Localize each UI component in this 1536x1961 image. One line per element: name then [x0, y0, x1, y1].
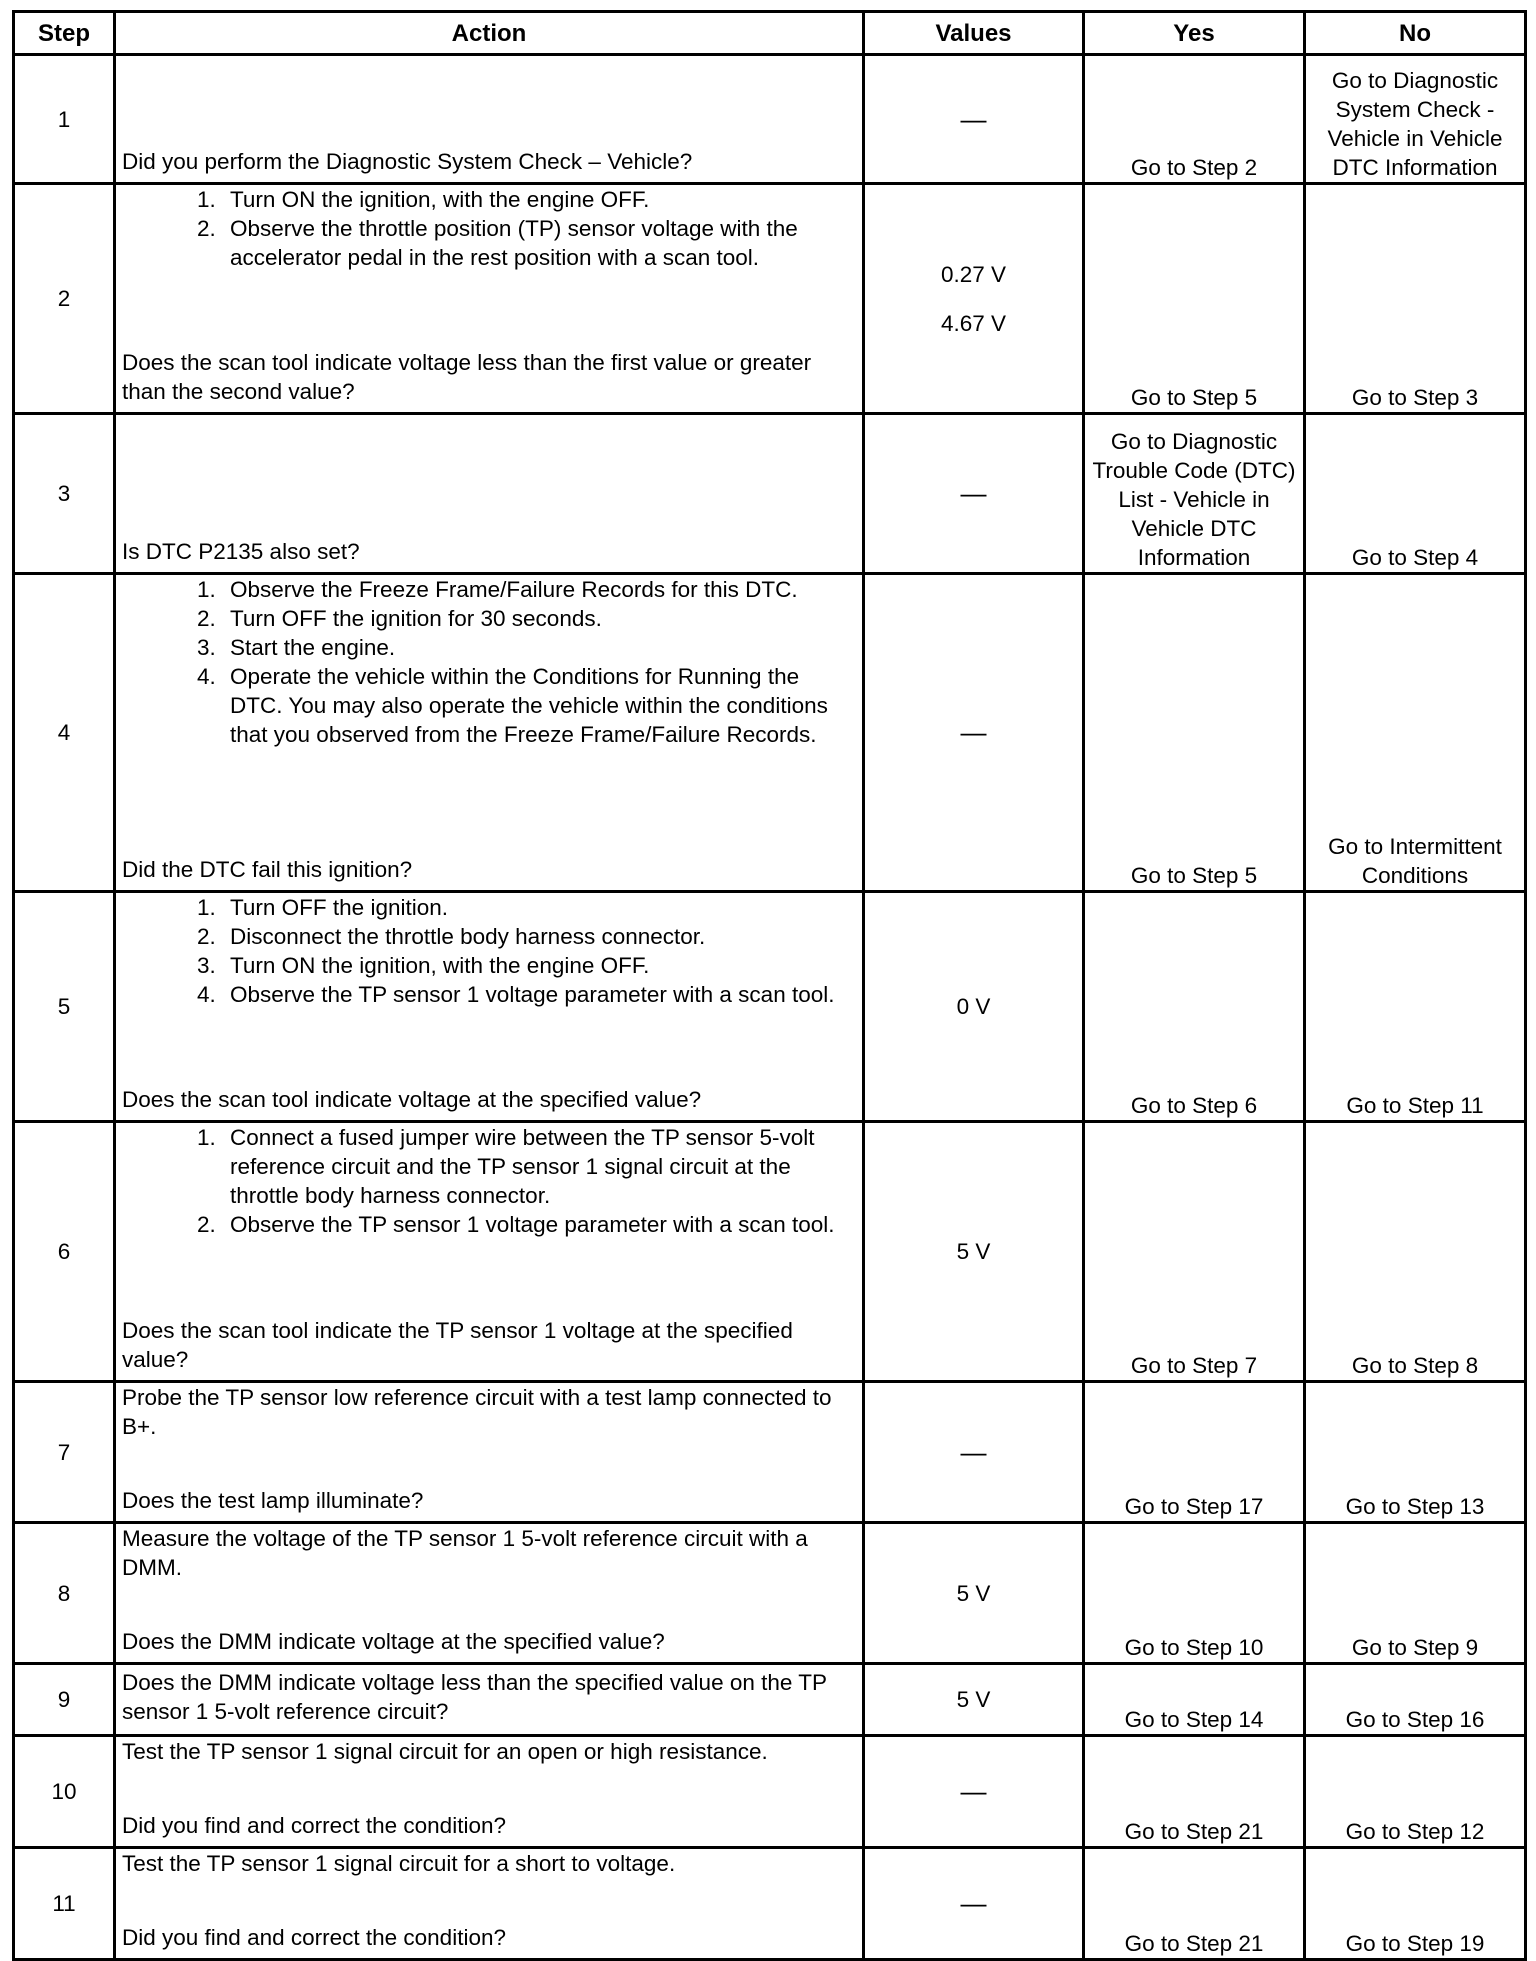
action-intro: Measure the voltage of the TP sensor 1 5-volt reference circuit with a DMM.	[122, 1526, 808, 1580]
action-spacer	[122, 749, 856, 855]
action-step: 4. Observe the TP sensor 1 voltage parameter with a scan tool.	[222, 980, 856, 1009]
action-content	[122, 1383, 856, 1515]
no-value-dash: —	[960, 717, 987, 747]
value-text: 5 V	[956, 1239, 991, 1264]
table-row	[14, 1382, 1526, 1523]
values-cell	[864, 1382, 1084, 1523]
header-yes: Yes	[1084, 12, 1305, 55]
action-intro: Probe the TP sensor low reference circuit with a test lamp connected to B+.	[122, 1385, 832, 1439]
action-cell	[115, 184, 864, 414]
yes-cell: Go to Step 21	[1084, 1848, 1305, 1960]
action-step: 2. Observe the TP sensor 1 voltage parameter with a scan tool.	[222, 1210, 856, 1239]
values-list	[871, 479, 1076, 508]
value-text: 0 V	[956, 994, 991, 1019]
values-cell	[864, 1122, 1084, 1382]
value-text: 5 V	[956, 1580, 991, 1606]
action-step: 3. Turn ON the ignition, with the engine OFF.	[222, 951, 856, 980]
no-cell: Go to Step 4	[1305, 414, 1526, 574]
action-question: Did you perform the Diagnostic System Check – Vehicle?	[122, 149, 693, 174]
values-cell	[864, 1736, 1084, 1848]
action-intro: Test the TP sensor 1 signal circuit for a short to voltage.	[122, 1851, 676, 1876]
action-step: 1. Turn ON the ignition, with the engine OFF.	[222, 185, 856, 214]
no-value-dash: —	[960, 1776, 987, 1806]
step-number: 11	[14, 1848, 115, 1960]
no-cell: Go to Step 12	[1305, 1736, 1526, 1848]
step-number: 3	[14, 414, 115, 574]
values-list	[871, 1685, 1076, 1714]
step-number: 8	[14, 1523, 115, 1664]
no-value-dash: —	[960, 103, 987, 134]
action-step: 1. Connect a fused jumper wire between the TP sensor 5-volt reference circuit and the TP sensor 1 signal circuit at the throttle body harness connector.	[222, 1123, 856, 1210]
action-spacer	[122, 272, 856, 348]
action-content	[122, 1737, 856, 1840]
action-question: Does the test lamp illuminate?	[122, 1488, 424, 1513]
values-cell	[864, 1848, 1084, 1960]
action-question: Does the DMM indicate voltage at the specified value?	[122, 1629, 665, 1654]
no-cell: Go to Step 16	[1305, 1664, 1526, 1736]
action-question: Did you find and correct the condition?	[122, 1813, 506, 1838]
action-step: 3. Start the engine.	[222, 633, 856, 662]
no-cell: Go to Step 9	[1305, 1523, 1526, 1664]
values-cell	[864, 892, 1084, 1122]
values-cell	[864, 55, 1084, 184]
action-content	[122, 1123, 856, 1374]
table-row	[14, 1664, 1526, 1736]
action-content	[122, 56, 856, 176]
action-cell	[115, 1122, 864, 1382]
action-question: Is DTC P2135 also set?	[122, 539, 360, 564]
table-row	[14, 1122, 1526, 1382]
values-list	[871, 1889, 1076, 1918]
action-cell	[115, 1382, 864, 1523]
step-number: 4	[14, 574, 115, 892]
action-cell	[115, 1848, 864, 1960]
action-steps	[122, 185, 856, 272]
no-cell: Go to Step 11	[1305, 892, 1526, 1122]
action-question: Does the DMM indicate voltage less than the specified value on the TP sensor 1 5-volt reference circuit?	[122, 1670, 827, 1724]
action-cell	[115, 55, 864, 184]
value-text: 5 V	[956, 1687, 991, 1712]
action-content	[122, 1524, 856, 1656]
yes-cell: Go to Step 6	[1084, 892, 1305, 1122]
action-cell	[115, 574, 864, 892]
action-cell	[115, 1523, 864, 1664]
action-content	[122, 575, 856, 884]
step-number: 9	[14, 1664, 115, 1736]
values-cell	[864, 1664, 1084, 1736]
values-list	[871, 260, 1076, 338]
no-cell: Go to Step 13	[1305, 1382, 1526, 1523]
action-question: Did you find and correct the condition?	[122, 1925, 506, 1950]
values-cell	[864, 574, 1084, 892]
no-value-dash: —	[960, 1436, 987, 1467]
values-list	[871, 1777, 1076, 1806]
action-step: 1. Turn OFF the ignition.	[222, 893, 856, 922]
no-value-dash: —	[960, 1888, 987, 1918]
table-row	[14, 1736, 1526, 1848]
action-step: 4. Operate the vehicle within the Conditions for Running the DTC. You may also operate the vehicle within the conditions that you observed from the Freeze Frame/Failure Records.	[222, 662, 856, 749]
table-row	[14, 1523, 1526, 1664]
values-list	[871, 718, 1076, 747]
action-step: 2. Turn OFF the ignition for 30 seconds.	[222, 604, 856, 633]
values-list	[871, 105, 1076, 134]
action-spacer	[122, 1239, 856, 1316]
no-cell: Go to Diagnostic System Check - Vehicle in Vehicle DTC Information	[1305, 55, 1526, 184]
table-row	[14, 184, 1526, 414]
no-cell: Go to Step 3	[1305, 184, 1526, 414]
action-spacer	[122, 1582, 856, 1627]
action-question: Does the scan tool indicate voltage at the specified value?	[122, 1087, 702, 1112]
yes-cell: Go to Step 5	[1084, 184, 1305, 414]
values-cell	[864, 1523, 1084, 1664]
values-list	[871, 992, 1076, 1021]
yes-cell: Go to Diagnostic Trouble Code (DTC) List - Vehicle in Vehicle DTC Information	[1084, 414, 1305, 574]
yes-cell: Go to Step 14	[1084, 1664, 1305, 1736]
yes-cell: Go to Step 10	[1084, 1523, 1305, 1664]
action-cell	[115, 1736, 864, 1848]
diagnostic-table	[12, 10, 1527, 1961]
action-content	[122, 415, 856, 566]
action-spacer	[122, 1766, 856, 1811]
no-cell: Go to Step 8	[1305, 1122, 1526, 1382]
action-cell	[115, 414, 864, 574]
table-row	[14, 892, 1526, 1122]
values-cell	[864, 414, 1084, 574]
values-list	[871, 1237, 1076, 1266]
table-row	[14, 55, 1526, 184]
action-cell	[115, 1664, 864, 1736]
yes-cell: Go to Step 7	[1084, 1122, 1305, 1382]
step-number: 2	[14, 184, 115, 414]
table-row	[14, 414, 1526, 574]
step-number: 10	[14, 1736, 115, 1848]
no-cell: Go to Step 19	[1305, 1848, 1526, 1960]
values-cell	[864, 184, 1084, 414]
table-row	[14, 574, 1526, 892]
header-step: Step	[14, 12, 115, 55]
step-number: 7	[14, 1382, 115, 1523]
yes-cell: Go to Step 21	[1084, 1736, 1305, 1848]
action-content	[122, 893, 856, 1114]
action-spacer	[122, 1009, 856, 1085]
action-content	[122, 185, 856, 406]
action-step: 2. Disconnect the throttle body harness connector.	[222, 922, 856, 951]
action-intro: Test the TP sensor 1 signal circuit for an open or high resistance.	[122, 1739, 768, 1764]
action-spacer	[122, 56, 856, 147]
no-cell: Go to Intermittent Conditions	[1305, 574, 1526, 892]
yes-cell: Go to Step 2	[1084, 55, 1305, 184]
value-text: 0.27 V	[940, 261, 1007, 287]
action-steps	[122, 575, 856, 749]
yes-cell: Go to Step 17	[1084, 1382, 1305, 1523]
step-number: 5	[14, 892, 115, 1122]
step-number: 1	[14, 55, 115, 184]
table-row	[14, 1848, 1526, 1960]
header-no: No	[1305, 12, 1526, 55]
action-question: Does the scan tool indicate voltage less than the first value or greater than the second value?	[122, 350, 812, 404]
action-question: Did the DTC fail this ignition?	[122, 857, 413, 882]
action-spacer	[122, 415, 856, 537]
yes-cell: Go to Step 5	[1084, 574, 1305, 892]
no-value-dash: —	[960, 478, 987, 508]
action-steps	[122, 893, 856, 1009]
value-text: 4.67 V	[940, 310, 1007, 336]
header-row	[14, 12, 1526, 55]
values-list	[871, 1579, 1076, 1608]
action-step: 2. Observe the throttle position (TP) sensor voltage with the accelerator pedal in the rest position with a scan tool.	[222, 214, 856, 272]
action-cell	[115, 892, 864, 1122]
header-action: Action	[115, 12, 864, 55]
values-list	[871, 1438, 1076, 1467]
step-number: 6	[14, 1122, 115, 1382]
header-values: Values	[864, 12, 1084, 55]
action-spacer	[122, 1878, 856, 1923]
action-content	[122, 1849, 856, 1952]
action-step: 1. Observe the Freeze Frame/Failure Records for this DTC.	[222, 575, 856, 604]
action-steps	[122, 1123, 856, 1239]
action-content	[122, 1665, 856, 1726]
action-spacer	[122, 1441, 856, 1486]
action-question: Does the scan tool indicate the TP sensor 1 voltage at the specified value?	[122, 1318, 793, 1372]
